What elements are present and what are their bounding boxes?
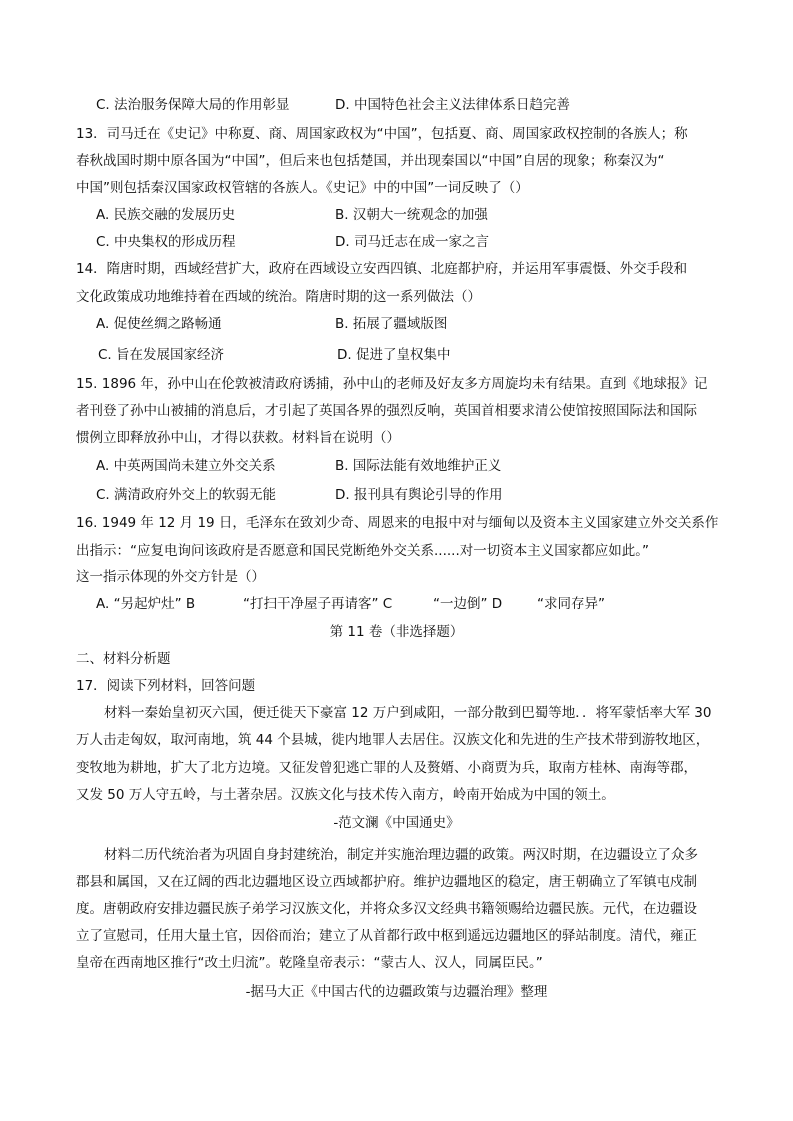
q13-option-a: A. 民族交融的发展历史 (96, 207, 236, 223)
q15-line-1: 15. 1896 年，孙中山在伦敦被清政府诱捕，孙中山的老师及好友多方周旋均未有结果。直到《地球报》记 (76, 376, 708, 392)
q16-options (0, 594, 793, 614)
q16-option-c: “一边倒” D (433, 596, 503, 612)
q14-option-a: A. 促使丝绸之路畅通 (96, 316, 222, 332)
q14-option-b: B. 拓展了疆域版图 (335, 316, 448, 332)
q16-option-d: “求同存异” (537, 596, 605, 612)
q13-line-2: 春秋战国时期中原各国为“中国”，但后来也包括楚国，并出现秦国以“中国”自居的现象；称秦汉为“ (76, 153, 665, 169)
q13-option-c: C. 中央集权的形成历程 (96, 234, 236, 250)
q17-material1-source: -范文澜《中国通史》 (333, 815, 460, 831)
q17-material1-line-3: 变牧地为耕地，扩大了北方边境。又征发曾犯逃亡罪的人及赘婿、小商贾为兵，取南方桂林、南海等郡， (76, 760, 697, 776)
q17-material2-line-5: 皇帝在西南地区推行“改土归流”。乾隆皇帝表示：“蒙古人、汉人，同属臣民。” (76, 955, 543, 971)
q13-option-d: D. 司马迁志在成一家之言 (335, 234, 489, 250)
q17-material2-source: -据马大正《中国古代的边疆政策与边疆治理》整理 (245, 984, 548, 1000)
q16-line-2: 出指示：“应复电询问该政府是否愿意和国民党断绝外交关系......对一切资本主义国家都应如此。” (76, 543, 649, 559)
q14-line-1: 14．隋唐时期，西域经营扩大，政府在西域设立安西四镇、北庭都护府，并运用军事震慑、外交手段和 (76, 261, 688, 277)
q15-line-2: 者刊登了孙中山被捕的消息后，才引起了英国各界的强烈反响，英国首相要求清公使馆按照国际法和国际 (76, 403, 697, 419)
q14-option-d: D. 促进了皇权集中 (337, 347, 451, 363)
q17-material2-line-2: 郡县和属国，又在辽阔的西北边疆地区设立西域都护府。维护边疆地区的稳定，唐王朝确立了军镇屯戍制 (76, 874, 697, 890)
section-title: 第 11 卷（非选择题） (329, 624, 464, 640)
q15-options-row-2 (0, 485, 793, 505)
q15-option-c: C. 满清政府外交上的软弱无能 (96, 487, 277, 503)
q17-material1-line-4: 又发 50 万人守五岭，与土著杂居。汉族文化与技术传入南方，岭南开始成为中国的领土。 (76, 787, 615, 803)
q12-option-d: D. 中国特色社会主义法律体系日趋完善 (335, 97, 570, 113)
q12-options (0, 95, 793, 115)
q16-option-a: A. “另起炉灶” B (96, 596, 196, 612)
q13-options-row-1 (0, 205, 793, 225)
q13-options-row-2 (0, 232, 793, 252)
q17-intro: 17．阅读下列材料，回答问题 (76, 678, 256, 694)
q17-material2-line-4: 立了宣慰司，任用大量土官，因俗而治；建立了从首都行政中枢到遥远边疆地区的驿站制度。清代，雍正 (76, 928, 697, 944)
q17-material1-line-2: 万人击走匈奴，取河南地，筑 44 个县城，徙内地罪人去居住。汉族文化和先进的生产技术带到游牧地区， (76, 732, 710, 748)
q15-options-row-1 (0, 456, 793, 476)
q13-option-b: B. 汉朝大一统观念的加强 (335, 207, 488, 223)
q14-line-2: 文化政策成功地维持着在西域的统治。隋唐时期的这一系列做法（） (76, 289, 481, 305)
q13-line-1: 13．司马迁在《史记》中称夏、商、周国家政权为“中国”，包括夏、商、周国家政权控制的各族人；称 (76, 126, 688, 142)
q17-material2-line-3: 度。唐朝政府安排边疆民族子弟学习汉族文化，并将众多汉文经典书籍领赐给边疆民族。元代，在边疆设 (76, 901, 697, 917)
q13-line-3: 中国”则包括秦汉国家政权管辖的各族人。《史记》中的中国”一词反映了（） (76, 180, 529, 196)
q15-option-d: D. 报刊具有舆论引导的作用 (335, 487, 503, 503)
q17-material1-line-1: 材料一秦始皇初灭六国，便迁徙天下豪富 12 万户到咸阳，一部分散到巴蜀等地．．将军蒙恬率大军 30 (104, 705, 712, 721)
q15-line-3: 惯例立即释放孙中山，才得以获救。材料旨在说明（） (76, 430, 400, 446)
q14-options-row-1 (0, 314, 793, 334)
q16-line-1: 16. 1949 年 12 月 19 日，毛泽东在致刘少奇、周恩来的电报中对与缅甸以及资本主义国家建立外交关系作 (76, 515, 719, 531)
q15-option-b: B. 国际法能有效地维护正义 (335, 458, 502, 474)
part-two-heading: 二、材料分析题 (76, 651, 171, 667)
q12-option-c: C. 法治服务保障大局的作用彰显 (96, 97, 290, 113)
q17-material2-line-1: 材料二历代统治者为巩固自身封建统治，制定并实施治理边疆的政策。两汉时期，在边疆设立了众多 (104, 847, 698, 863)
q16-line-3: 这一指示体现的外交方针是（） (76, 569, 265, 585)
q14-option-c: C. 旨在发展国家经济 (98, 347, 225, 363)
q14-options-row-2 (0, 345, 793, 365)
q15-option-a: A. 中英两国尚未建立外交关系 (96, 458, 276, 474)
q16-option-b: “打扫干净屋子再请客” C (243, 596, 393, 612)
